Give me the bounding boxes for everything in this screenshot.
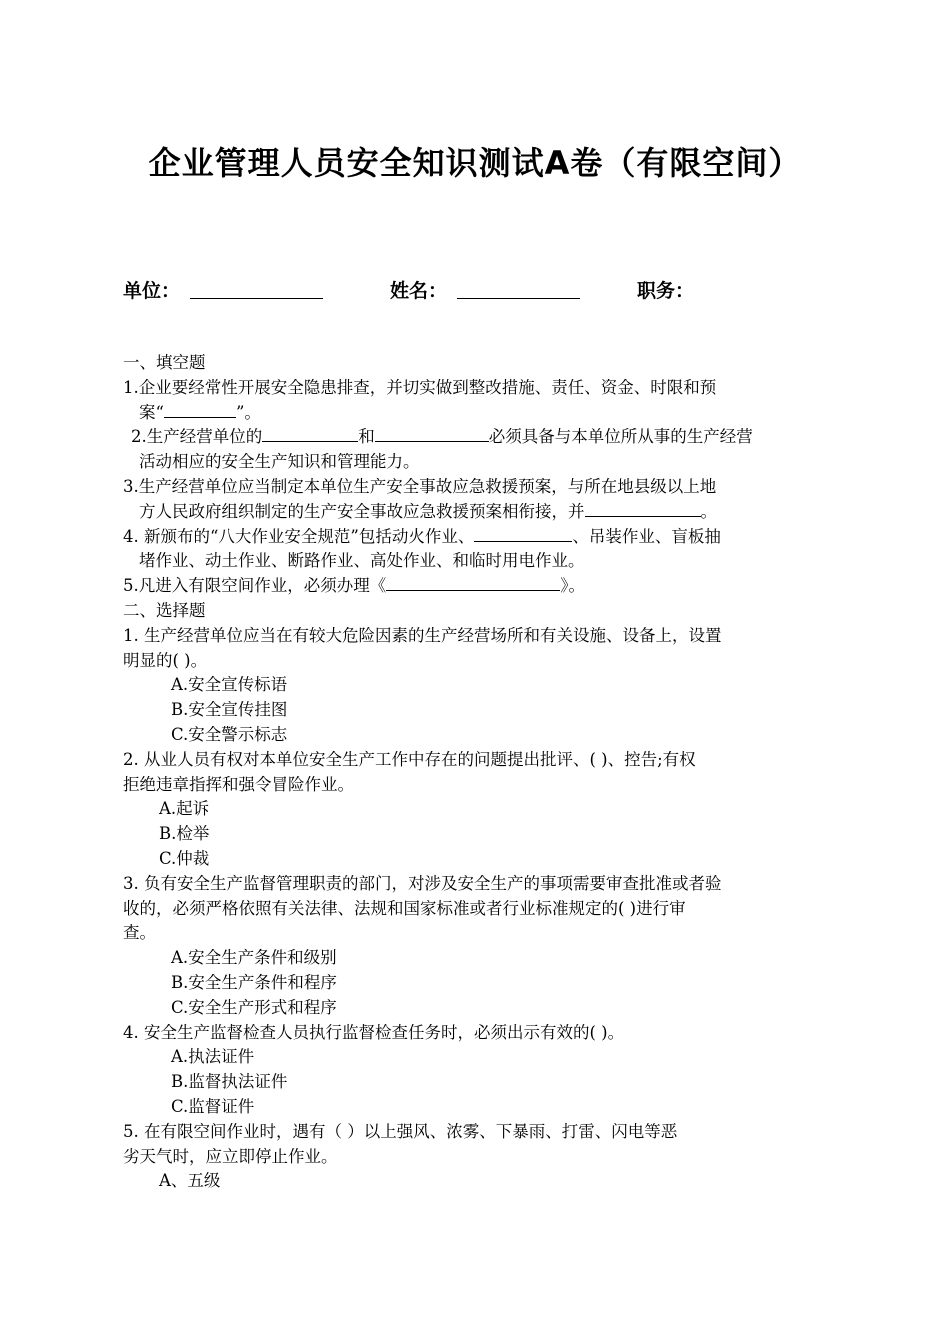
choice-q1-option-c[interactable]: C.安全警示标志: [171, 724, 288, 744]
choice-q3-option-b[interactable]: B.安全生产条件和程序: [171, 972, 337, 992]
choice-q5-line1: 5. 在有限空间作业时，遇有（ ）以上强风、浓雾、下暴雨、打雷、闪电等恶: [123, 1121, 678, 1141]
fill-q4-line1: 4. 新颁布的“八大作业安全规范”包括动火作业、 、吊装作业、盲板抽: [123, 526, 721, 546]
fill-q1-line1: 1.企业要经常性开展安全隐患排查，并切实做到整改措施、责任、资金、时限和预: [123, 377, 717, 397]
fill-q2-blank2[interactable]: [375, 425, 489, 442]
choice-q4-option-c[interactable]: C.监督证件: [171, 1096, 255, 1116]
fill-q3-line2: 方人民政府组织制定的生产安全事故应急救援预案相衔接，并 。: [139, 501, 717, 521]
choice-q3-line2: 收的，必须严格依照有关法律、法规和国家标准或者行业标准规定的( )进行审: [123, 898, 686, 918]
fill-q2-line2: 活动相应的安全生产知识和管理能力。: [139, 452, 420, 472]
fill-q4-line2: 堵作业、动土作业、断路作业、高处作业、和临时用电作业。: [139, 551, 585, 571]
fill-q5-blank[interactable]: [386, 574, 560, 591]
fill-q4-blank[interactable]: [474, 525, 572, 542]
choice-q3-option-c[interactable]: C.安全生产形式和程序: [171, 997, 337, 1017]
choice-q3-line3: 查。: [123, 923, 156, 943]
choice-q2-line2: 拒绝违章指挥和强令冒险作业。: [123, 774, 354, 794]
choice-q1-option-a[interactable]: A.安全宣传标语: [171, 675, 288, 695]
choice-q4-option-b[interactable]: B.监督执法证件: [171, 1072, 288, 1092]
choice-q3-line1: 3. 负有安全生产监督管理职责的部门，对涉及安全生产的事项需要审查批准或者验: [123, 873, 722, 893]
info-row: [0, 276, 950, 306]
name-field[interactable]: [457, 298, 580, 299]
fill-q3-blank[interactable]: [585, 500, 701, 517]
fill-q2-line1: 2.生产经营单位的 和 必须具备与本单位所从事的生产经营: [131, 427, 753, 447]
choice-q2-option-b[interactable]: B.检举: [159, 824, 210, 844]
section2-heading: 二、选择题: [123, 600, 206, 620]
unit-field[interactable]: [190, 298, 323, 299]
choice-q4-line1: 4. 安全生产监督检查人员执行监督检查任务时，必须出示有效的( )。: [123, 1022, 625, 1042]
choice-q1-line2: 明显的( )。: [123, 650, 208, 670]
choice-q5-option-a[interactable]: A、五级: [159, 1171, 221, 1191]
choice-q1-option-b[interactable]: B.安全宣传挂图: [171, 700, 288, 720]
choice-q2-option-c[interactable]: C.仲裁: [159, 848, 210, 868]
choice-q3-option-a[interactable]: A.安全生产条件和级别: [171, 948, 337, 968]
page-title: 企业管理人员安全知识测试A卷（有限空间）: [148, 144, 802, 182]
choice-q1-line1: 1. 生产经营单位应当在有较大危险因素的生产经营场所和有关设施、设备上，设置: [123, 625, 722, 645]
choice-q2-option-a[interactable]: A.起诉: [159, 799, 210, 819]
choice-q2-line1: 2. 从业人员有权对本单位安全生产工作中存在的问题提出批评、( )、控告;有权: [123, 749, 696, 769]
fill-q2-blank1[interactable]: [262, 425, 358, 442]
unit-label: 单位：: [123, 280, 181, 302]
name-label: 姓名：: [390, 280, 448, 302]
choice-q5-line2: 劣天气时，应立即停止作业。: [123, 1146, 338, 1166]
fill-q5-line: 5.凡进入有限空间作业，必须办理《 》。: [123, 576, 585, 596]
fill-q1-blank[interactable]: [164, 401, 236, 418]
fill-q1-line2: 案“ ”。: [139, 402, 261, 422]
position-label: 职务：: [637, 280, 695, 302]
choice-q4-option-a[interactable]: A.执法证件: [171, 1047, 255, 1067]
fill-q3-line1: 3.生产经营单位应当制定本单位生产安全事故应急救援预案，与所在地县级以上地: [123, 476, 717, 496]
section1-heading: 一、填空题: [123, 353, 206, 372]
question-body: [123, 351, 828, 1194]
